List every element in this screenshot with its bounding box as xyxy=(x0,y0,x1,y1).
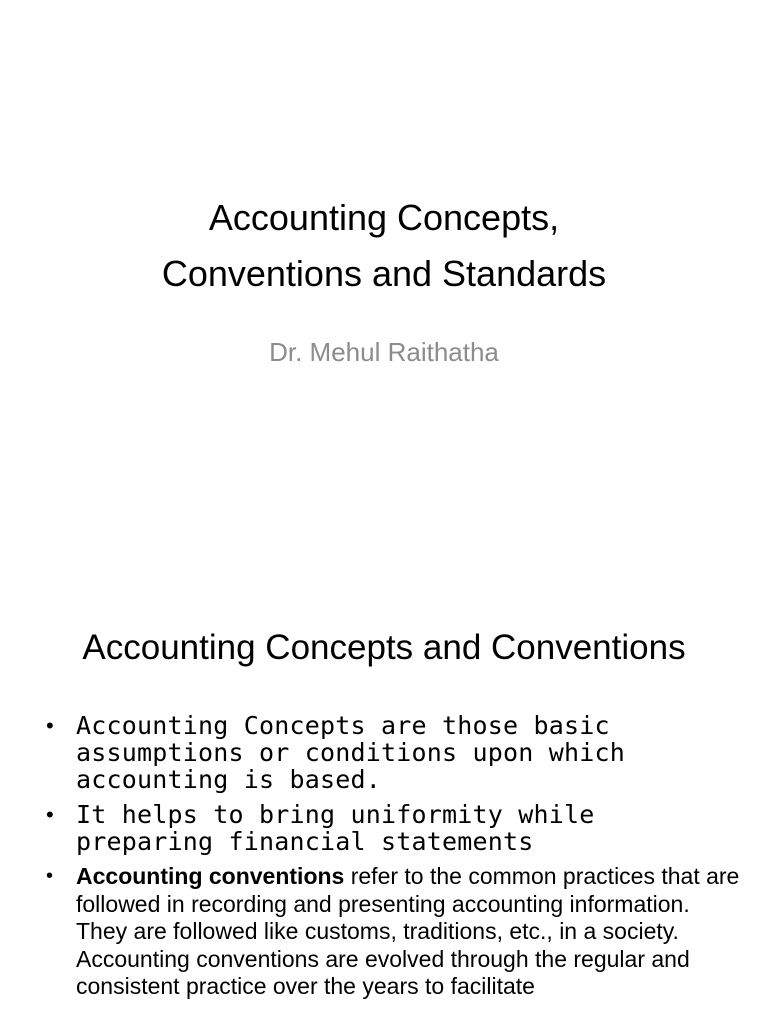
bullet-text: Accounting Concepts are those basic assumptions or conditions upon which accounting is based. xyxy=(76,711,626,794)
title-line-2: Conventions and Standards xyxy=(161,253,607,294)
presentation-title xyxy=(0,190,768,302)
title-line-1: Accounting Concepts, xyxy=(208,197,560,238)
bullet-item-uniformity xyxy=(40,801,740,855)
slide-title: Accounting Concepts and Conventions xyxy=(82,628,686,667)
bullet-bold-term: Accounting conventions xyxy=(76,863,345,889)
bullet-icon: • xyxy=(46,865,54,887)
bullet-item-conventions xyxy=(40,863,740,1001)
bullet-icon: • xyxy=(46,802,54,827)
bullet-text: It helps to bring uniformity while preparing financial statements xyxy=(76,800,595,856)
bullet-text: refer to the common practices that are followed in recording and presenting accounting information. They are followed like customs, traditions, etc., in a society. Accounting conventions are evolved through the regular and consistent practice over the years to facilitate xyxy=(76,863,740,999)
bullet-item-concepts xyxy=(40,712,740,793)
bullet-icon: • xyxy=(46,713,54,738)
content-slide xyxy=(0,576,768,1024)
author-name: Dr. Mehul Raithatha xyxy=(269,337,499,367)
bullet-list xyxy=(40,712,740,1001)
